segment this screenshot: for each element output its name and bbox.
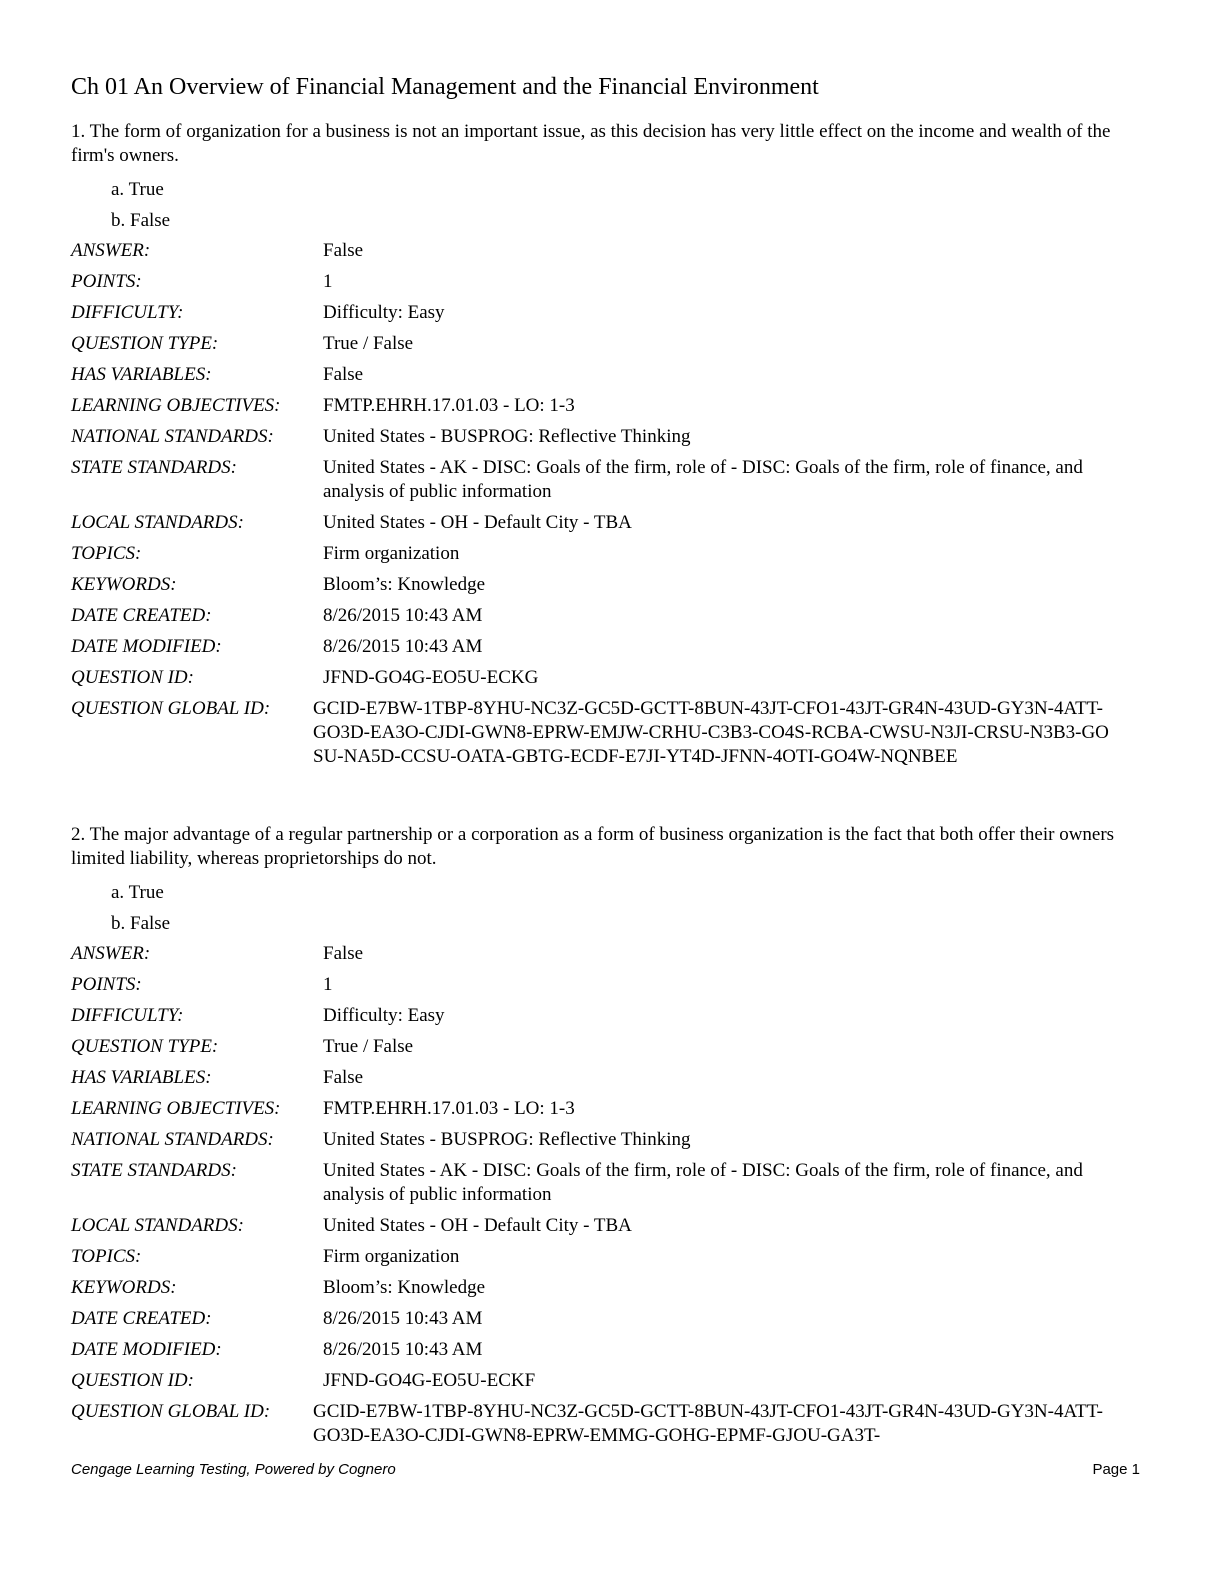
question-id-value: JFND-GO4G-EO5U-ECKG <box>323 667 539 688</box>
meta-row-national-standards <box>71 1125 1131 1156</box>
footer-publisher-text: Cengage Learning Testing, Powered by Cognero <box>71 1461 396 1478</box>
difficulty-value: Difficulty: Easy <box>323 302 445 323</box>
meta-row-keywords <box>71 1273 1131 1304</box>
date-created-value: 8/26/2015 10:43 AM <box>323 1308 483 1329</box>
topics-label: TOPICS: <box>71 1246 142 1267</box>
state-standards-value: United States - AK - DISC: Goals of the firm, role of - DISC: Goals of the firm, role of finance, and analysis of public information <box>323 1160 1083 1205</box>
meta-row-question-global-id <box>71 1397 1131 1452</box>
meta-row-learning-objectives <box>71 1094 1131 1125</box>
date-modified-value: 8/26/2015 10:43 AM <box>323 636 483 657</box>
has-variables-value: False <box>323 1067 364 1088</box>
learning-objectives-label: LEARNING OBJECTIVES: <box>71 395 281 416</box>
question-stem: 1. The form of organization for a business is not an important issue, as this decision has very little effect on the income and wealth of the firm's owners. <box>71 121 1111 166</box>
question-global-id-value: GCID-E7BW-1TBP-8YHU-NC3Z-GC5D-GCTT-8BUN-43JT-CFO1-43JT-GR4N-43UD-GY3N-4ATT-GO3D-EA3O-CJDI-GWN8-EPRW-EMMG-GOHG-EPMF-GJOU-GA3T- <box>313 1401 1103 1446</box>
points-value: 1 <box>323 974 333 995</box>
answer-label: ANSWER: <box>71 240 151 261</box>
has-variables-label: HAS VARIABLES: <box>71 364 212 385</box>
has-variables-value: False <box>323 364 364 385</box>
question-global-id-label: QUESTION GLOBAL ID: <box>71 698 271 719</box>
state-standards-value: United States - AK - DISC: Goals of the firm, role of - DISC: Goals of the firm, role of finance, and analysis of public information <box>323 457 1083 502</box>
question-global-id-value: GCID-E7BW-1TBP-8YHU-NC3Z-GC5D-GCTT-8BUN-43JT-CFO1-43JT-GR4N-43UD-GY3N-4ATT-GO3D-EA3O-CJDI-GWN8-EPRW-EMJW-CRHU-C3B3-CO4S-RCBA-CWSU-N3JI-CRSU-N3B3-GOSU-NA5D-CCSU-OATA-GBTG-ECDF-E7JI-YT4D-JFNN-4OTI-GO4W-NQNBEE <box>313 698 1109 767</box>
local-standards-value: United States - OH - Default City - TBA <box>323 512 632 533</box>
date-created-value: 8/26/2015 10:43 AM <box>323 605 483 626</box>
state-standards-label: STATE STANDARDS: <box>71 1160 237 1181</box>
points-value: 1 <box>323 271 333 292</box>
question-type-label: QUESTION TYPE: <box>71 333 219 354</box>
local-standards-value: United States - OH - Default City - TBA <box>323 1215 632 1236</box>
keywords-value: Bloom’s: Knowledge <box>323 1277 486 1298</box>
choice-list <box>71 877 1131 939</box>
meta-row-question-id <box>71 1366 1131 1397</box>
date-created-label: DATE CREATED: <box>71 1308 212 1329</box>
question-id-value: JFND-GO4G-EO5U-ECKF <box>323 1370 536 1391</box>
keywords-label: KEYWORDS: <box>71 574 177 595</box>
answer-label: ANSWER: <box>71 943 151 964</box>
date-modified-label: DATE MODIFIED: <box>71 636 222 657</box>
state-standards-label: STATE STANDARDS: <box>71 457 237 478</box>
difficulty-label: DIFFICULTY: <box>71 302 184 323</box>
difficulty-label: DIFFICULTY: <box>71 1005 184 1026</box>
national-standards-label: NATIONAL STANDARDS: <box>71 1129 274 1150</box>
page-footer <box>71 1460 1140 1480</box>
page-title: Ch 01 An Overview of Financial Management and the Financial Environment <box>71 74 819 100</box>
meta-row-topics <box>71 1242 1131 1273</box>
question-type-value: True / False <box>323 333 414 354</box>
question-stem: 2. The major advantage of a regular partnership or a corporation as a form of business organization is the fact that both offer their owners limited liability, whereas proprietorships do not. <box>71 824 1115 869</box>
meta-row-question-type <box>71 1032 1131 1063</box>
points-label: POINTS: <box>71 974 142 995</box>
national-standards-value: United States - BUSPROG: Reflective Thinking <box>323 1129 691 1150</box>
page-number: Page 1 <box>1092 1461 1140 1478</box>
points-label: POINTS: <box>71 271 142 292</box>
topics-label: TOPICS: <box>71 543 142 564</box>
choice-item: b. False <box>111 210 171 231</box>
difficulty-value: Difficulty: Easy <box>323 1005 445 1026</box>
learning-objectives-label: LEARNING OBJECTIVES: <box>71 1098 281 1119</box>
question-id-label: QUESTION ID: <box>71 667 194 688</box>
choice-item: a. True <box>111 179 164 200</box>
question-metadata <box>71 939 1131 1452</box>
has-variables-label: HAS VARIABLES: <box>71 1067 212 1088</box>
national-standards-label: NATIONAL STANDARDS: <box>71 426 274 447</box>
question-type-label: QUESTION TYPE: <box>71 1036 219 1057</box>
meta-row-answer <box>71 939 1131 970</box>
date-modified-value: 8/26/2015 10:43 AM <box>323 1339 483 1360</box>
meta-row-points <box>71 970 1131 1001</box>
national-standards-value: United States - BUSPROG: Reflective Thinking <box>323 426 691 447</box>
question-type-value: True / False <box>323 1036 414 1057</box>
keywords-label: KEYWORDS: <box>71 1277 177 1298</box>
meta-row-local-standards <box>71 1211 1131 1242</box>
answer-value: False <box>323 943 364 964</box>
choice-item: b. False <box>111 913 171 934</box>
keywords-value: Bloom’s: Knowledge <box>323 574 486 595</box>
meta-row-has-variables <box>71 1063 1131 1094</box>
date-modified-label: DATE MODIFIED: <box>71 1339 222 1360</box>
topics-value: Firm organization <box>323 1246 460 1267</box>
meta-row-difficulty <box>71 1001 1131 1032</box>
topics-value: Firm organization <box>323 543 460 564</box>
answer-value: False <box>323 240 364 261</box>
question-global-id-label: QUESTION GLOBAL ID: <box>71 1401 271 1422</box>
local-standards-label: LOCAL STANDARDS: <box>71 512 244 533</box>
learning-objectives-value: FMTP.EHRH.17.01.03 - LO: 1-3 <box>323 1098 575 1119</box>
meta-row-date-modified <box>71 1335 1131 1366</box>
meta-row-state-standards <box>71 1156 1131 1211</box>
choice-item: a. True <box>111 882 164 903</box>
meta-row-date-created <box>71 1304 1131 1335</box>
question-block <box>71 823 1131 1452</box>
learning-objectives-value: FMTP.EHRH.17.01.03 - LO: 1-3 <box>323 395 575 416</box>
question-id-label: QUESTION ID: <box>71 1370 194 1391</box>
local-standards-label: LOCAL STANDARDS: <box>71 1215 244 1236</box>
date-created-label: DATE CREATED: <box>71 605 212 626</box>
